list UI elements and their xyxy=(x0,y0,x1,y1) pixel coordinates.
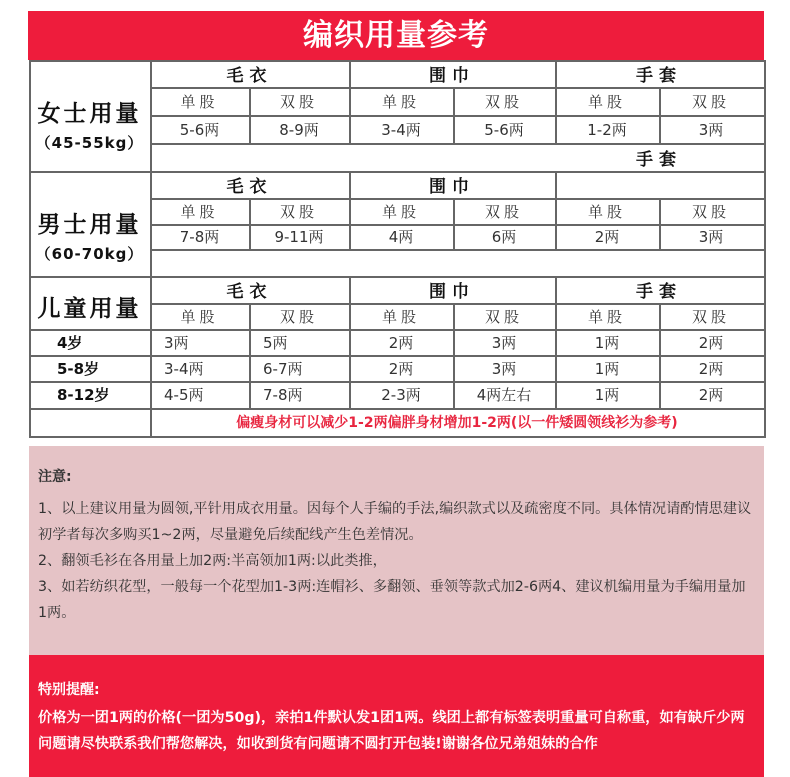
usage-value: 5-6两 xyxy=(179,120,220,139)
notice-item-1: 1、以上建议用量为圆领,平针用成衣用量。因每个人手编的手法,编织款式以及疏密度不同。具体情况请酌情思建议初学者每次多购买1~2两，尽量避免后续配线产生色差情况。 xyxy=(38,501,752,543)
category-header: 围巾 xyxy=(429,66,475,86)
usage-value: 3两 xyxy=(164,333,189,352)
ply-header: 单股 xyxy=(587,202,626,221)
usage-value: 3-4两 xyxy=(381,120,421,139)
ply-header: 单股 xyxy=(587,92,626,111)
usage-value: 2-3两 xyxy=(381,386,421,404)
usage-value: 6两 xyxy=(491,228,517,246)
usage-value: 1两 xyxy=(594,359,620,378)
men-section-label xyxy=(29,206,150,264)
reminder-text: 价格为一团1两的价格(一团为50g)，亲拍1件默认发1团1两。线团上都有标签表明重量可自称重，如有缺斤少两问题请尽快联系我们帮您解决，如收到货有问题请不圆打开包装!谢谢各位兄弟姐妹的合作 xyxy=(38,710,745,752)
ply-header: 双股 xyxy=(691,92,730,111)
ply-header: 双股 xyxy=(691,307,730,326)
size-adjustment-note: 偏瘦身材可以减少1-2两偏胖身材增加1-2两(以一件矮圆领线衫为参考) xyxy=(236,415,678,431)
age-label: 5-8岁 xyxy=(57,359,100,378)
category-header: 毛衣 xyxy=(226,282,273,302)
women-section-label xyxy=(29,95,150,153)
ply-header: 双股 xyxy=(279,307,318,326)
category-header: 手套 xyxy=(636,66,682,86)
usage-value: 2两 xyxy=(388,359,414,378)
reminder-title: 特别提醒: xyxy=(38,682,100,698)
ply-header: 双股 xyxy=(484,307,523,326)
ply-header: 单股 xyxy=(381,307,420,326)
category-header: 毛衣 xyxy=(226,177,273,197)
usage-value: 3两 xyxy=(698,228,724,246)
ply-header: 双股 xyxy=(691,202,730,221)
usage-value: 2两 xyxy=(698,359,724,378)
usage-value: 4两左右 xyxy=(476,386,532,404)
usage-value: 1两 xyxy=(594,386,620,404)
section-title: 男士用量 xyxy=(37,212,142,238)
ply-header: 双股 xyxy=(279,92,318,111)
ply-header: 单股 xyxy=(381,92,420,111)
ply-header: 双股 xyxy=(484,202,523,221)
usage-value: 2两 xyxy=(698,386,724,404)
notice-item-3: 3、如若纺织花型，一般每一个花型加1-3两:连帽衫、多翻领、垂领等款式加2-6两4、建议机编用量为手编用量加1两。 xyxy=(38,579,746,621)
grid-line xyxy=(29,436,766,438)
notice-box xyxy=(29,446,764,655)
usage-value: 5-6两 xyxy=(484,120,524,139)
usage-value: 1-2两 xyxy=(587,120,627,139)
usage-value: 2两 xyxy=(388,333,414,352)
usage-value: 6-7两 xyxy=(263,359,303,378)
usage-table xyxy=(29,60,764,437)
weight-range: （45-55kg） xyxy=(35,134,144,152)
ply-header: 双股 xyxy=(279,202,318,221)
usage-value: 3-4两 xyxy=(164,359,204,378)
special-reminder-box xyxy=(29,655,764,777)
usage-value: 3两 xyxy=(698,120,724,139)
category-header: 围巾 xyxy=(429,177,475,197)
notice-item-2: 2、翻领毛衫在各用量上加2两:半高领加1两:以此类推， xyxy=(38,553,387,569)
ply-header: 单股 xyxy=(381,202,420,221)
usage-value: 1两 xyxy=(594,333,620,352)
usage-value: 3两 xyxy=(491,333,517,352)
grid-line xyxy=(150,249,766,251)
category-header: 手套 xyxy=(636,282,682,302)
notice-title: 注意: xyxy=(38,469,72,485)
page-title: 编织用量参考 xyxy=(303,18,489,53)
category-header xyxy=(555,171,763,198)
age-label: 4岁 xyxy=(57,333,83,352)
usage-value: 5两 xyxy=(263,333,288,352)
ply-header: 单股 xyxy=(180,307,219,326)
category-header: 围巾 xyxy=(429,282,475,302)
ply-header: 单股 xyxy=(180,202,219,221)
usage-value: 8-9两 xyxy=(279,120,319,139)
page-title-banner xyxy=(28,11,764,60)
usage-value: 2两 xyxy=(594,228,620,246)
category-header: 手套 xyxy=(636,149,682,170)
usage-value: 4-5两 xyxy=(164,386,204,404)
usage-value: 9-11两 xyxy=(274,228,324,246)
weight-range: （60-70kg） xyxy=(35,245,144,263)
section-title: 儿童用量 xyxy=(37,296,142,322)
ply-header: 单股 xyxy=(180,92,219,111)
usage-value: 3两 xyxy=(491,359,517,378)
usage-value: 7-8两 xyxy=(179,228,220,246)
ply-header: 单股 xyxy=(587,307,626,326)
section-title: 女士用量 xyxy=(37,101,142,127)
usage-value: 7-8两 xyxy=(263,386,303,404)
ply-header: 双股 xyxy=(484,92,523,111)
category-header: 毛衣 xyxy=(226,66,273,86)
usage-value: 2两 xyxy=(698,333,724,352)
age-label: 8-12岁 xyxy=(57,386,110,404)
children-section-label xyxy=(29,290,150,323)
usage-value: 4两 xyxy=(388,228,414,246)
